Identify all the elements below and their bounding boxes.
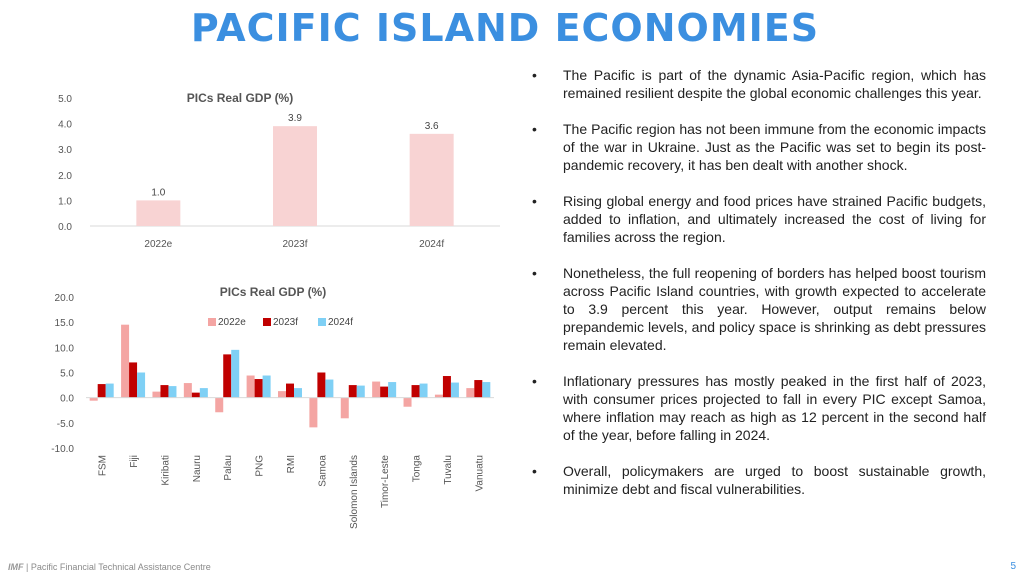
bullet-dot: • [532,463,537,479]
y-tick-label: 10.0 [54,343,74,355]
x-tick-label: Vanuatu [474,455,486,492]
legend-label: 2024f [328,317,354,328]
bar [129,362,137,397]
y-tick-label: 1.0 [58,196,72,208]
footer-text: Pacific Financial Technical Assistance Centre [30,562,211,572]
x-tick-label: 2022e [144,239,173,250]
bar [380,387,388,398]
bar [121,325,129,398]
x-tick-label: Tonga [411,455,423,483]
chart-svg [40,84,510,254]
bar [152,392,160,398]
bar [420,384,428,398]
bullet-text: Rising global energy and food prices have strained Pacific budgets, added to inflation, and ultimately increased the cost of living for families across the region. [563,193,986,245]
bar [98,384,106,398]
footer [8,562,211,572]
bar [223,354,231,397]
bullet-text: Nonetheless, the full reopening of borders has helped boost tourism across Pacific Island countries, with growth expected to accelerate to 3.9 percent this year. However, output remains below prepandemic levels, and policy space is shrinking as debt pressures remain elevated. [563,265,986,353]
x-tick-label: FSM [97,455,109,477]
bar [192,393,200,398]
bullet-list [532,66,986,516]
page-number: 5 [1010,561,1016,572]
legend-label: 2023f [273,317,299,328]
x-tick-label: RMI [286,455,297,474]
bar [443,376,451,398]
legend-label: 2022e [218,317,246,328]
bar [372,382,380,398]
bullet-text: Inflationary pressures has mostly peaked in the first half of 2023, with consumer prices projected to fall in every PIC except Samoa, where inflation may reach as high as 12 percent in the second half of the year, before falling in 2024. [563,373,986,443]
data-label: 1.0 [151,187,166,199]
bar [388,382,396,398]
x-tick-label: Palau [223,455,235,481]
bullet-item [532,462,986,498]
bar [136,200,180,226]
legend-swatch [318,318,326,326]
bar [325,380,333,398]
x-tick-label: Tuvalu [442,455,454,485]
bar [231,350,239,398]
y-tick-label: 0.0 [58,222,72,233]
y-tick-label: 15.0 [54,318,74,330]
y-tick-label: 3.0 [58,145,72,157]
chart-title: PICs Real GDP (%) [219,285,327,299]
x-tick-label: 2023f [282,239,308,250]
bar [106,384,114,398]
bar [317,373,325,398]
bullet-dot: • [532,373,537,389]
bullet-item [532,264,986,354]
chart-svg [40,280,510,550]
bullet-item [532,372,986,444]
gdp-by-country-chart [40,280,510,550]
bullet-item [532,120,986,174]
page-title: PACIFIC ISLAND ECONOMIES [190,6,820,50]
x-tick-label: 2024f [419,239,445,250]
bar [451,383,459,398]
bullet-dot: • [532,193,537,209]
bar [200,388,208,398]
bar [404,398,412,407]
y-tick-label: -5.0 [56,418,74,430]
bar [341,398,349,419]
bar [215,398,223,413]
bullet-item [532,66,986,102]
bar [286,384,294,398]
bullet-text: The Pacific is part of the dynamic Asia-Pacific region, which has remained resilient despite the global economic challenges this year. [563,67,986,101]
bar [168,386,176,398]
x-tick-label: Samoa [317,455,329,487]
bar [412,385,420,398]
bar [255,379,263,398]
bar [278,391,286,398]
x-tick-label: Kiribati [160,455,172,486]
bar [466,388,474,398]
x-tick-label: Nauru [191,455,203,483]
imf-logo: IMF [8,562,24,572]
data-label: 3.6 [424,120,439,132]
bar [184,383,192,398]
bar [247,376,255,398]
bar [263,376,271,398]
bar [309,398,317,428]
x-tick-label: Fiji [129,455,141,468]
footer-separator: | [23,562,31,572]
bullet-dot: • [532,265,537,281]
bullet-item [532,192,986,246]
chart-title: PICs Real GDP (%) [186,91,294,105]
bar [137,373,145,398]
bullet-text: The Pacific region has not been immune from the economic impacts of the war in Ukraine. Just as the Pacific was set to begin its post-pandemic recovery, it has ben dealt with another shock. [563,121,986,173]
bullet-dot: • [532,67,537,83]
legend-swatch [263,318,271,326]
x-tick-label: PNG [254,455,266,477]
bar [474,380,482,398]
y-tick-label: 5.0 [60,368,74,380]
y-tick-label: 0.0 [60,393,74,405]
bullet-dot: • [532,121,537,137]
x-tick-label: Timor-Leste [380,455,392,508]
x-tick-label: Solomon Islands [348,455,360,529]
y-tick-label: -10.0 [51,444,74,455]
legend-swatch [208,318,216,326]
bullet-text: Overall, policymakers are urged to boost sustainable growth, minimize debt and fiscal vulnerabilities. [563,463,986,497]
y-tick-label: 4.0 [58,119,72,131]
bar [357,386,365,398]
bar [349,385,357,398]
data-label: 3.9 [288,113,302,125]
bar [410,134,454,226]
bar [160,385,168,398]
y-tick-label: 5.0 [58,94,72,105]
bar [482,382,490,398]
y-tick-label: 20.0 [54,293,74,304]
gdp-aggregate-chart [40,84,510,254]
bar [294,388,302,398]
y-tick-label: 2.0 [58,170,72,182]
bar [273,126,317,226]
